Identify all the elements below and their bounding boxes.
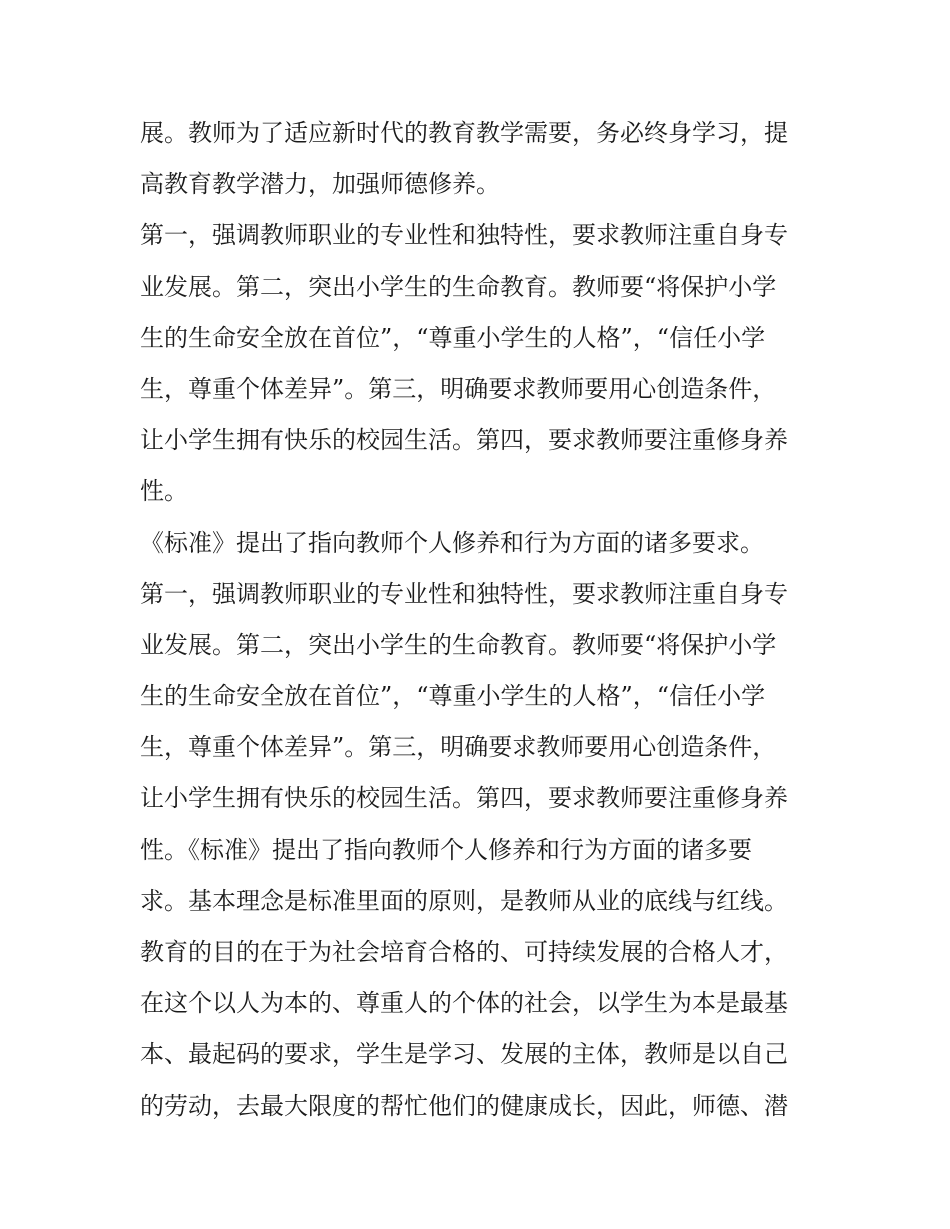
text-line: 在这个以人为本的、尊重人的个体的社会，以学生为本是最基	[140, 989, 788, 1018]
text-line: 生，尊重个体差异”。第三，明确要求教师要用心创造条件，	[140, 733, 777, 762]
text-line: 性。《标准》提出了指向教师个人修养和行为方面的诸多要	[140, 835, 752, 864]
text-line: 第一，强调教师职业的专业性和独特性，要求教师注重自身专	[140, 221, 788, 250]
document-body-text	[140, 108, 820, 1132]
text-line: 业发展。第二，突出小学生的生命教育。教师要“将保护小学	[140, 272, 777, 301]
text-line: 性。	[140, 477, 188, 506]
text-line: 高教育教学潜力，加强师德修养。	[140, 170, 500, 199]
text-line: 生的生命安全放在首位”，“尊重小学生的人格”，“信任小学	[140, 323, 766, 352]
text-line: 的劳动，去最大限度的帮忙他们的健康成长，因此，师德、潜	[140, 1091, 788, 1120]
text-line: 展。教师为了适应新时代的教育教学需要，务必终身学习，提	[140, 119, 788, 147]
text-line: 生，尊重个体差异”。第三，明确要求教师要用心创造条件，	[140, 374, 777, 403]
text-line: 让小学生拥有快乐的校园生活。第四，要求教师要注重修身养	[140, 784, 788, 813]
text-line: 教育的目的在于为社会培育合格的、可持续发展的合格人才，	[140, 938, 788, 966]
text-line: 求。基本理念是标准里面的原则，是教师从业的底线与红线。	[140, 886, 788, 915]
text-line: 让小学生拥有快乐的校园生活。第四，要求教师要注重修身养	[140, 426, 788, 455]
text-line: 《标准》提出了指向教师个人修养和行为方面的诸多要求。	[140, 528, 764, 557]
text-line: 本、最起码的要求，学生是学习、发展的主体，教师是以自己	[140, 1040, 788, 1069]
text-line: 生的生命安全放在首位”，“尊重小学生的人格”，“信任小学	[140, 682, 766, 711]
text-line: 第一，强调教师职业的专业性和独特性，要求教师注重自身专	[140, 579, 788, 608]
text-line: 业发展。第二，突出小学生的生命教育。教师要“将保护小学	[140, 630, 777, 659]
